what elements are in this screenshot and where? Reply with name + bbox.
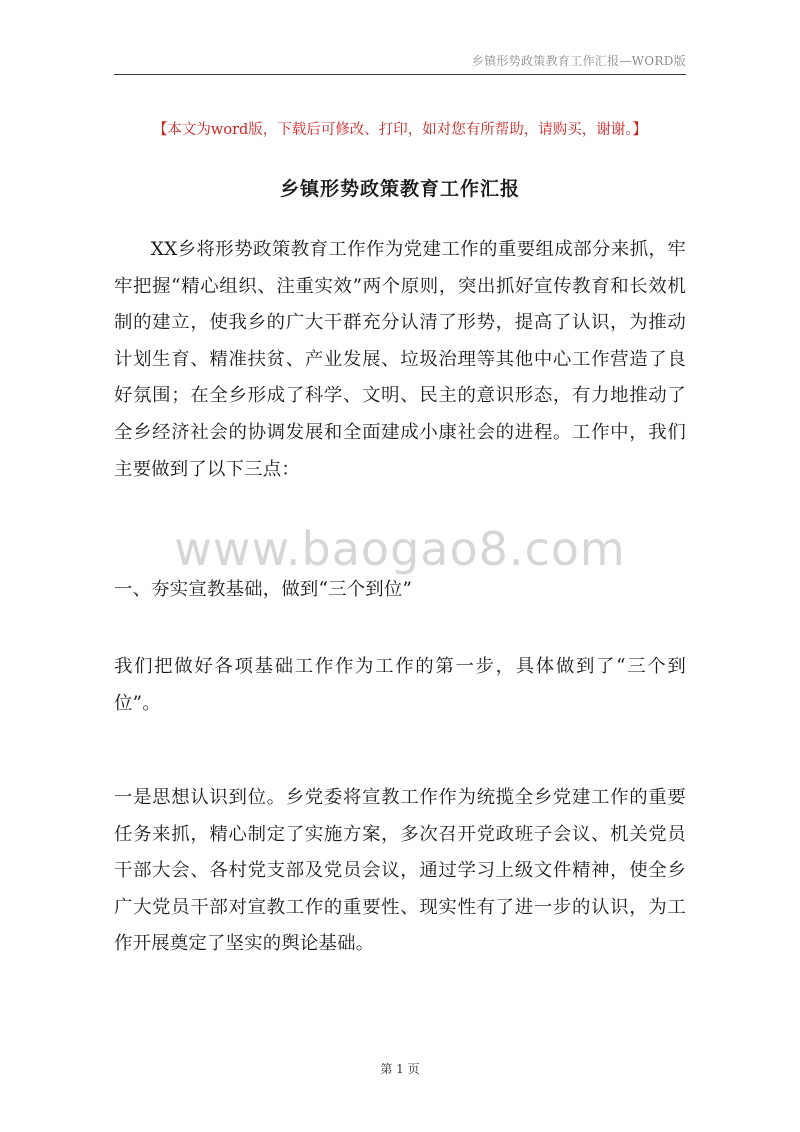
running-header: 乡镇形势政策教育工作汇报—WORD版 bbox=[471, 54, 686, 68]
page-number: 第 1 页 bbox=[380, 1062, 420, 1076]
watermark: www.baogao8.com bbox=[174, 522, 626, 576]
point-one-paragraph: 一是思想认识到位。乡党委将宣教工作作为统揽全乡党建工作的重要任务来抓，精心制定了实施方案，多次召开党政班子会议、机关党员干部大会、各村党支部及党员会议，通过学习上级文件精神，使全乡广大党员干部对宣教工作的重要性、现实性有了进一步的认识，为工作开展奠定了坚实的舆论基础。 bbox=[114, 787, 686, 955]
header-divider bbox=[114, 74, 686, 75]
section-lead-paragraph: 我们把做好各项基础工作作为工作的第一步，具体做到了“三个到位”。 bbox=[114, 656, 686, 714]
download-notice: 【本文为word版，下载后可修改、打印，如对您有所帮助，请购买，谢谢。】 bbox=[152, 122, 648, 138]
intro-paragraph: XX乡将形势政策教育工作作为党建工作的重要组成部分来抓，牢牢把握“精心组织、注重实效”两个原则，突出抓好宣传教育和长效机制的建立，使我乡的广大干群充分认清了形势，提高了认识，为推动计划生育、精准扶贫、产业发展、垃圾治理等其他中心工作营造了良好氛围；在全乡形成了科学、文明、民主的意识形态，有力地推动了全乡经济社会的协调发展和全面建成小康社会的进程。工作中，我们主要做到了以下三点： bbox=[114, 239, 686, 480]
section-heading: 一、夯实宣教基础，做到“三个到位” bbox=[114, 579, 413, 600]
document-title: 乡镇形势政策教育工作汇报 bbox=[279, 178, 520, 200]
